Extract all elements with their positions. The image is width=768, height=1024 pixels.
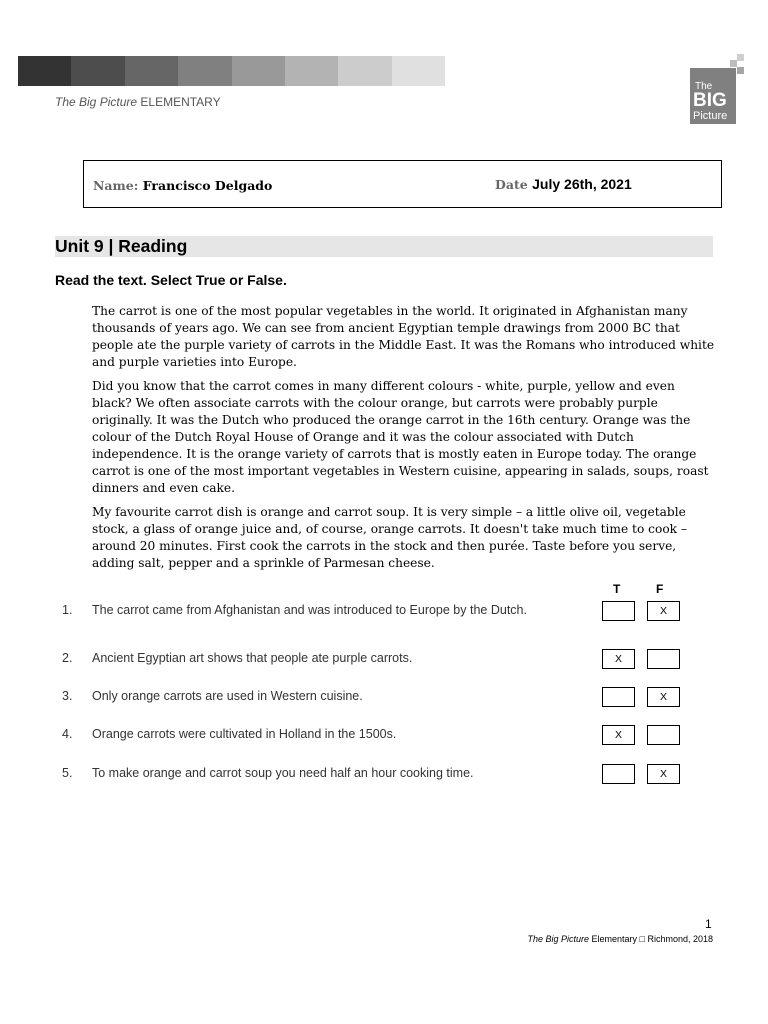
strip-segment bbox=[285, 56, 338, 86]
page-number: 1 bbox=[705, 917, 712, 931]
true-checkbox[interactable]: X bbox=[602, 725, 635, 745]
series-brand bbox=[55, 95, 221, 109]
date-group bbox=[495, 176, 632, 194]
true-column-header: T bbox=[613, 582, 621, 596]
big-picture-logo bbox=[690, 54, 744, 124]
instruction: Read the text. Select True or False. bbox=[55, 272, 287, 288]
false-checkbox[interactable]: X bbox=[647, 764, 680, 784]
date-field[interactable]: July 26th, 2021 bbox=[532, 176, 632, 192]
question-text: The carrot came from Afghanistan and was introduced to Europe by the Dutch. bbox=[92, 603, 527, 617]
footer-rest: Elementary □ Richmond, 2018 bbox=[589, 934, 713, 944]
unit-title: Unit 9 | Reading bbox=[55, 236, 188, 256]
strip-segment bbox=[178, 56, 231, 86]
question-number: 5. bbox=[62, 766, 73, 780]
question-number: 3. bbox=[62, 689, 73, 703]
question-number: 1. bbox=[62, 603, 73, 617]
logo-line3: Picture bbox=[693, 110, 728, 122]
true-checkbox[interactable] bbox=[602, 764, 635, 784]
logo-line2: BIG bbox=[693, 90, 727, 111]
strip-segment bbox=[125, 56, 178, 86]
brand-level: ELEMENTARY bbox=[140, 95, 221, 109]
false-checkbox[interactable]: X bbox=[647, 687, 680, 707]
false-column-header: F bbox=[656, 582, 664, 596]
question-number: 4. bbox=[62, 727, 73, 741]
strip-segment bbox=[18, 56, 71, 86]
passage-paragraph: My favourite carrot dish is orange and carrot soup. It is very simple – a little olive oil, vegetable stock, a glass of orange juice and, of course, orange carrots. It doesn't take much time to cook – around 20 minutes. First cook the carrots in the stock and then purée. Taste before you serve, adding salt, pepper and a sprinkle of Parmesan cheese. bbox=[92, 505, 688, 570]
reading-passage bbox=[92, 303, 717, 579]
question-text: Ancient Egyptian art shows that people ate purple carrots. bbox=[92, 651, 413, 665]
name-group bbox=[93, 177, 272, 195]
strip-segment bbox=[338, 56, 391, 86]
name-field[interactable]: Francisco Delgado bbox=[142, 178, 273, 193]
footer-credit bbox=[527, 934, 713, 944]
name-label: Name: bbox=[93, 178, 139, 193]
brand-italic: The Big Picture bbox=[55, 95, 138, 109]
passage-paragraph: Did you know that the carrot comes in many different colours - white, purple, yellow and even black? We often associate carrots with the colour orange, but carrots were probably purple originally. It was the Dutch who produced the orange carrot in the 16th century. Orange was the colour of the Dutch Royal House of Orange and it was the colour associated with Dutch independence. It is the orange variety of carrots that is mostly eaten in Europe today. The orange carrot is one of the most important vegetables in Western cuisine, appearing in salads, soups, roast dinners and even cake. bbox=[92, 379, 709, 495]
strip-segment bbox=[71, 56, 124, 86]
strip-segment bbox=[392, 56, 445, 86]
question-text: To make orange and carrot soup you need half an hour cooking time. bbox=[92, 766, 474, 780]
true-checkbox[interactable] bbox=[602, 687, 635, 707]
true-checkbox[interactable] bbox=[602, 601, 635, 621]
passage-paragraph: The carrot is one of the most popular vegetables in the world. It originated in Afghanistan many thousands of years ago. We can see from ancient Egyptian temple drawings from 2000 BC that people ate the purple variety of carrots in the Middle East. It was the Romans who introduced white and purple varieties into Europe. bbox=[92, 304, 715, 369]
date-label: Date bbox=[495, 177, 528, 192]
question-number: 2. bbox=[62, 651, 73, 665]
question-text: Only orange carrots are used in Western cuisine. bbox=[92, 689, 363, 703]
question-text: Orange carrots were cultivated in Holland in the 1500s. bbox=[92, 727, 397, 741]
true-checkbox[interactable]: X bbox=[602, 649, 635, 669]
header-color-strip bbox=[18, 56, 445, 86]
strip-segment bbox=[232, 56, 285, 86]
logo-line1: The bbox=[695, 81, 713, 92]
false-checkbox[interactable] bbox=[647, 649, 680, 669]
false-checkbox[interactable]: X bbox=[647, 601, 680, 621]
student-info-box bbox=[83, 160, 722, 208]
false-checkbox[interactable] bbox=[647, 725, 680, 745]
footer-brand: The Big Picture bbox=[527, 934, 589, 944]
